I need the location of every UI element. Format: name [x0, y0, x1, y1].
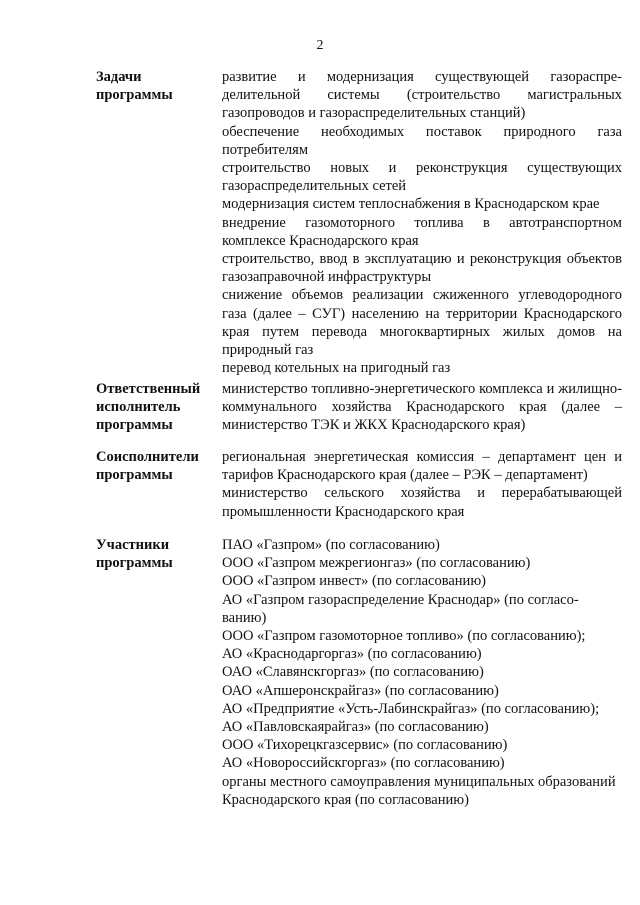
- label-line: Участники: [96, 537, 170, 553]
- section-label: [96, 380, 216, 434]
- section-content: [222, 68, 622, 377]
- task-item: внедрение газомоторного топлива в автотранспортном комплексе Краснодарского края: [222, 214, 622, 249]
- participant-item: АО «Краснодаргоргаз» (по согласованию): [222, 646, 482, 663]
- task-item: развитие и модернизация существующей газораспре-делительной системы (строительство магистральных газопроводов и газораспределительных станций): [222, 69, 622, 122]
- participant-item: АО «Предприятие «Усть-Лабинскрайгаз» (по согласованию);: [222, 700, 600, 717]
- section-content: [222, 536, 622, 809]
- participant-item: ООО «Газпром газомоторное топливо» (по согласованию);: [222, 628, 586, 645]
- participant-item: ОАО «Славянскгоргаз» (по согласованию): [222, 664, 484, 681]
- label-line: программы: [96, 417, 173, 433]
- task-item: обеспечение необходимых поставок природного газа потребителям: [222, 123, 622, 158]
- section-content: [222, 380, 622, 435]
- section-label: [96, 448, 216, 484]
- section-content: [222, 448, 622, 521]
- coexecutor-item: министерство сельского хозяйства и перерабатывающей промышленности Краснодарского края: [222, 485, 622, 520]
- participant-item: АО «Новороссийскгоргаз» (по согласованию): [222, 755, 505, 772]
- section-label: [96, 68, 216, 104]
- participant-item: ООО «Газпром межрегионгаз» (по согласованию): [222, 555, 531, 572]
- label-line: программы: [96, 467, 173, 483]
- participant-item: ООО «Тихорецкгазсервис» (по согласованию): [222, 737, 508, 754]
- coexecutor-item: региональная энергетическая комиссия – департамент цен и тарифов Краснодарского края (далее – РЭК – департамент): [222, 449, 622, 484]
- task-item: перевод котельных на пригодный газ: [222, 360, 451, 377]
- participant-item: АО «Павловскаярайгаз» (по согласованию): [222, 719, 489, 736]
- section-label: [96, 536, 216, 572]
- participant-item: ООО «Газпром инвест» (по согласованию): [222, 573, 486, 590]
- participant-item: ПАО «Газпром» (по согласованию): [222, 537, 440, 553]
- participant-item: АО «Газпром газораспределение Краснодар» (по согласо-ванию): [222, 591, 579, 626]
- label-line: исполнитель: [96, 399, 181, 415]
- label-line: программы: [96, 87, 173, 103]
- label-line: Задачи: [96, 69, 142, 85]
- page-number: 2: [316, 38, 324, 53]
- responsible-item: министерство топливно-энергетического комплекса и жилищно-коммунального хозяйства Краснодарского края (далее – министерство ТЭК и ЖКХ Краснодарского края): [222, 381, 622, 434]
- participant-item: органы местного самоуправления муниципальных образований Краснодарского края (по согласованию): [222, 773, 616, 808]
- task-item: строительство, ввод в эксплуатацию и реконструкция объектов газозаправочной инфраструктуры: [222, 251, 622, 286]
- label-line: программы: [96, 555, 173, 571]
- task-item: модернизация систем теплоснабжения в Краснодарском крае: [222, 196, 600, 213]
- participant-item: ОАО «Апшеронскрайгаз» (по согласованию): [222, 682, 499, 699]
- label-line: Ответственный: [96, 381, 201, 397]
- task-item: строительство новых и реконструкция существующих газораспределительных сетей: [222, 160, 622, 195]
- label-line: Соисполнители: [96, 449, 199, 465]
- task-item: снижение объемов реализации сжиженного углеводородного газа (далее – СУГ) населению на территории Краснодарского края путем перевода многоквартирных жилых домов на природный газ: [222, 287, 622, 359]
